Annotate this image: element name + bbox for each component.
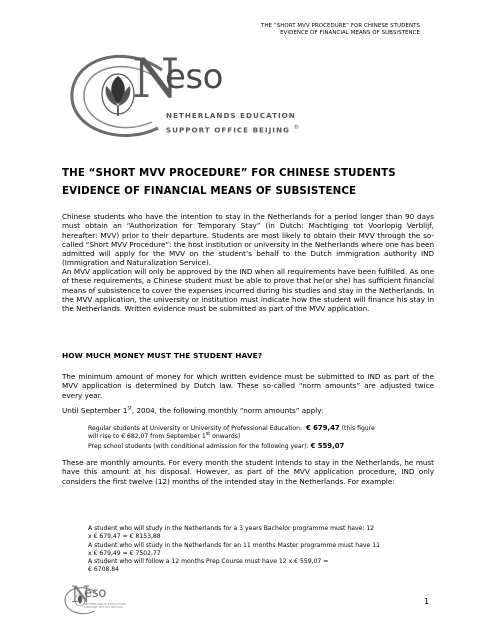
footer-logo-text-line1: NETHERLANDS EDUCATION: [84, 603, 126, 606]
prep-students-amount: € 559,07: [310, 441, 345, 450]
logo-tagline-2-text: SUPPORT OFFICE BEIJING: [166, 125, 290, 135]
footer-logo-n: N: [71, 583, 91, 608]
neso-logo: [62, 47, 302, 155]
intro-paragraph: Chinese students who have the intention to stay in the Netherlands for a period longer than 90 days must obtain an “Authorization for Temporary Stay” (in Dutch: Machtiging tot Voorlopig Verblijf, hereafter: MVV) prior to their departure. Students are most likely to obtain their MVV through the so-called “Short MVV Procedure”: the host institution or university in the Netherlands where one has been admitted will apply for the MVV on the student’s behalf to the Dutch immigration authority IND (Immigration and Naturalization Service).: [62, 212, 434, 268]
logo-tagline-2: [166, 124, 300, 134]
regular-students-label: Regular students at University or University of Professional Education:: [88, 425, 303, 432]
date-paragraph-end: , 2004, the following monthly “norm amounts” apply:: [131, 406, 324, 415]
example-line: x € 679,49 = € 7502,77: [88, 549, 161, 557]
footer-logo: [62, 583, 132, 620]
document-title-line1: THE “SHORT MVV PROCEDURE” FOR CHINESE STUDENTS: [62, 167, 396, 179]
running-header-line2: EVIDENCE OF FINANCIAL MEANS OF SUBSISTENCE: [280, 30, 420, 36]
footer-logo-wordmark: eso: [84, 586, 107, 601]
regular-students-note-end: onwards): [212, 433, 241, 441]
prep-students-line: [88, 442, 438, 451]
logo-n-letter: N: [132, 47, 180, 110]
regular-students-line: [88, 424, 438, 433]
example-line: A student who will study in the Netherlands for an 11 months Master programme must have 11: [88, 541, 380, 549]
running-header-line1: THE “SHORT MVV PROCEDURE” FOR CHINESE STUDENTS: [261, 23, 420, 29]
regular-students-note-line: [88, 433, 438, 441]
prep-students-label: Prep school students (with conditional admission for the following year):: [88, 442, 309, 450]
document-title-line2: EVIDENCE OF FINANCIAL MEANS OF SUBSISTENCE: [62, 185, 357, 197]
monthly-amounts-paragraph: These are monthly amounts. For every month the student intends to stay in the Netherlands, he must have this amount at his disposal. However, as part of the MVV application procedure, IND only considers the first twelve (12) months of the intended stay in the Netherlands. For example:: [62, 458, 434, 486]
note-superscript: st: [205, 432, 211, 438]
examples-block: [88, 525, 438, 575]
regular-students-amount: € 679,47: [305, 424, 340, 432]
page-number: 1: [424, 597, 430, 606]
footer-logo-text-line2: SUPPORT OFFICE BEIJING: [84, 606, 124, 609]
requirements-paragraph: An MVV application will only be approved by the IND when all requirements have been fulfilled. As one of these requirements, a Chinese student must be able to prove that he(or she) has sufficient financial means of subsistence to cover the expenses incurred during his studies and stay in the Netherlands. In the MVV application, the university or institution must indicate how the student will finance his stay in the Netherlands. Written evidence must be submitted as part of the MVV application.: [62, 267, 434, 314]
regular-students-note-start: (this figure: [341, 425, 375, 432]
norm-amount-paragraph: The minimum amount of money for which written evidence must be submitted to IND as part of the MVV application is determined by Dutch law. These so-called “norm amounts” are adjusted twice every year.: [62, 372, 434, 400]
footer-logo-text: [84, 603, 126, 609]
example-line: A student who will follow a 12 months Prep Course must have 12 x € 559,07 =: [88, 558, 329, 566]
norm-amounts-block: [88, 424, 438, 451]
example-line: € 6708,84: [88, 566, 120, 574]
logo-wordmark: eso: [165, 57, 223, 97]
logo-tagline-1: NETHERLANDS EDUCATION: [166, 111, 296, 120]
example-line: x € 679,47 = € 8153,88: [88, 533, 161, 541]
section-heading: HOW MUCH MONEY MUST THE STUDENT HAVE?: [62, 351, 263, 360]
date-superscript: st: [127, 406, 132, 412]
date-paragraph: [62, 406, 434, 415]
running-header: [261, 23, 420, 37]
example-line: A student who will study in the Netherlands for a 3 years Bachelor programme must have: 12: [88, 525, 375, 532]
regular-students-note: will rise to € 682,07 from September 1: [88, 433, 206, 441]
registered-mark: ®: [293, 124, 301, 131]
date-paragraph-start: Until September 1: [62, 406, 128, 415]
